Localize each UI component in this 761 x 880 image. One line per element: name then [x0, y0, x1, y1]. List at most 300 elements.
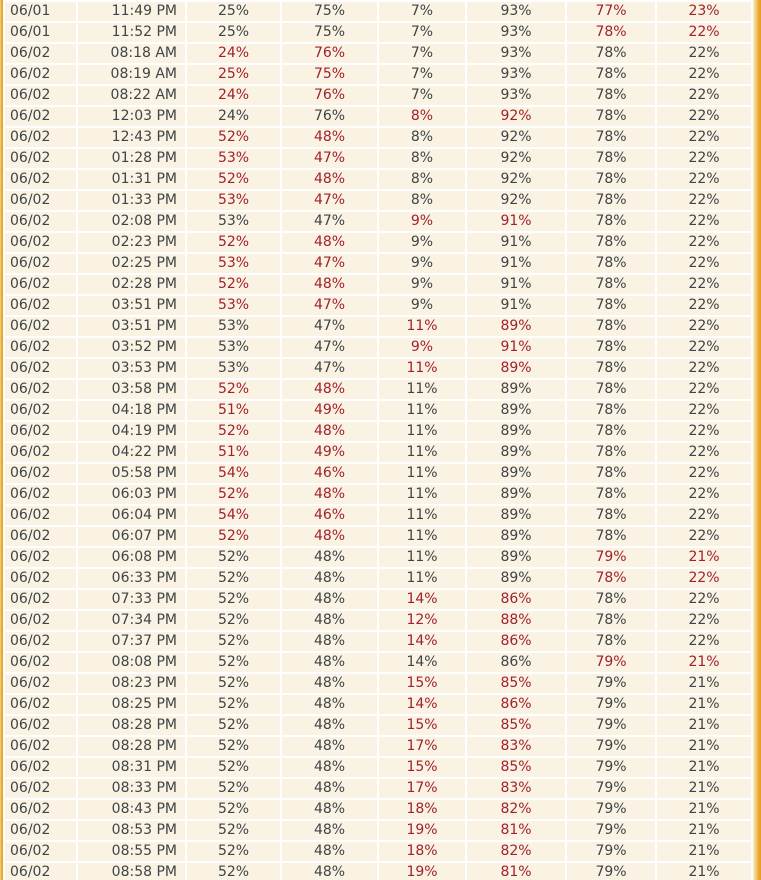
- log-cell-value-3: 8%: [379, 128, 465, 147]
- log-row[interactable]: [5, 716, 751, 735]
- log-cell-value-4: 91%: [467, 338, 565, 357]
- log-cell-value-3: 9%: [379, 254, 465, 273]
- log-cell-date: 06/02: [5, 170, 76, 189]
- log-cell-value-2: 76%: [282, 86, 377, 105]
- log-cell-value-4: 89%: [467, 401, 565, 420]
- log-cell-value-2: 47%: [282, 317, 377, 336]
- log-row[interactable]: [5, 653, 751, 672]
- log-cell-time: 08:22 AM: [78, 86, 185, 105]
- log-cell-value-3: 8%: [379, 191, 465, 210]
- log-row[interactable]: [5, 695, 751, 714]
- log-cell-value-3: 14%: [379, 695, 465, 714]
- log-cell-value-3: 7%: [379, 23, 465, 42]
- log-cell-value-3: 11%: [379, 464, 465, 483]
- log-cell-value-6: 22%: [657, 443, 751, 462]
- log-row[interactable]: [5, 422, 751, 441]
- log-row[interactable]: [5, 338, 751, 357]
- log-cell-value-4: 85%: [467, 758, 565, 777]
- log-cell-value-5: 79%: [567, 737, 655, 756]
- log-cell-value-1: 52%: [187, 800, 280, 819]
- log-cell-value-2: 47%: [282, 149, 377, 168]
- log-cell-date: 06/02: [5, 653, 76, 672]
- log-cell-value-3: 14%: [379, 653, 465, 672]
- log-cell-value-4: 86%: [467, 632, 565, 651]
- log-row[interactable]: [5, 569, 751, 588]
- log-table-viewport: [3, 0, 753, 880]
- log-cell-value-1: 52%: [187, 548, 280, 567]
- log-cell-value-3: 15%: [379, 716, 465, 735]
- log-cell-value-3: 17%: [379, 779, 465, 798]
- log-cell-value-5: 79%: [567, 674, 655, 693]
- log-cell-date: 06/02: [5, 422, 76, 441]
- log-cell-time: 11:52 PM: [78, 23, 185, 42]
- log-cell-value-6: 21%: [657, 842, 751, 861]
- log-cell-date: 06/02: [5, 779, 76, 798]
- log-cell-value-1: 52%: [187, 569, 280, 588]
- log-cell-time: 02:25 PM: [78, 254, 185, 273]
- log-cell-value-6: 22%: [657, 170, 751, 189]
- log-cell-value-3: 11%: [379, 527, 465, 546]
- log-cell-value-4: 89%: [467, 422, 565, 441]
- log-cell-value-3: 12%: [379, 611, 465, 630]
- log-cell-value-4: 89%: [467, 464, 565, 483]
- log-cell-value-3: 9%: [379, 296, 465, 315]
- log-row[interactable]: [5, 65, 751, 84]
- log-row[interactable]: [5, 506, 751, 525]
- log-cell-time: 05:58 PM: [78, 464, 185, 483]
- log-cell-value-1: 24%: [187, 86, 280, 105]
- log-cell-value-4: 93%: [467, 2, 565, 21]
- log-cell-value-3: 19%: [379, 821, 465, 840]
- log-cell-value-5: 78%: [567, 23, 655, 42]
- log-row[interactable]: [5, 443, 751, 462]
- log-cell-value-4: 81%: [467, 863, 565, 880]
- log-cell-time: 03:52 PM: [78, 338, 185, 357]
- log-cell-value-1: 54%: [187, 506, 280, 525]
- log-cell-date: 06/02: [5, 506, 76, 525]
- log-cell-time: 11:49 PM: [78, 2, 185, 21]
- log-cell-value-4: 86%: [467, 695, 565, 714]
- log-cell-value-1: 53%: [187, 212, 280, 231]
- log-row[interactable]: [5, 800, 751, 819]
- log-row[interactable]: [5, 401, 751, 420]
- log-cell-value-3: 7%: [379, 2, 465, 21]
- log-cell-date: 06/02: [5, 380, 76, 399]
- log-cell-value-1: 52%: [187, 422, 280, 441]
- log-cell-value-3: 14%: [379, 632, 465, 651]
- log-cell-time: 02:08 PM: [78, 212, 185, 231]
- log-cell-value-6: 21%: [657, 716, 751, 735]
- log-cell-value-2: 46%: [282, 464, 377, 483]
- log-cell-value-6: 21%: [657, 653, 751, 672]
- log-row[interactable]: [5, 191, 751, 210]
- log-cell-time: 03:51 PM: [78, 317, 185, 336]
- log-cell-value-2: 48%: [282, 821, 377, 840]
- log-cell-value-4: 92%: [467, 170, 565, 189]
- log-cell-value-6: 22%: [657, 65, 751, 84]
- log-cell-value-3: 19%: [379, 863, 465, 880]
- log-cell-value-4: 85%: [467, 674, 565, 693]
- log-cell-value-3: 7%: [379, 86, 465, 105]
- log-row[interactable]: [5, 485, 751, 504]
- log-cell-date: 06/02: [5, 296, 76, 315]
- log-cell-date: 06/02: [5, 842, 76, 861]
- log-cell-time: 08:31 PM: [78, 758, 185, 777]
- log-cell-value-5: 79%: [567, 779, 655, 798]
- log-cell-value-4: 89%: [467, 569, 565, 588]
- log-cell-value-4: 93%: [467, 65, 565, 84]
- log-cell-value-6: 21%: [657, 674, 751, 693]
- log-cell-value-2: 48%: [282, 863, 377, 880]
- log-cell-value-5: 78%: [567, 170, 655, 189]
- log-cell-value-5: 78%: [567, 107, 655, 126]
- log-cell-value-1: 52%: [187, 128, 280, 147]
- log-cell-date: 06/02: [5, 737, 76, 756]
- log-cell-value-6: 21%: [657, 737, 751, 756]
- log-cell-value-6: 22%: [657, 569, 751, 588]
- log-cell-value-2: 48%: [282, 695, 377, 714]
- log-cell-value-1: 53%: [187, 317, 280, 336]
- log-cell-date: 06/02: [5, 632, 76, 651]
- log-cell-date: 06/02: [5, 821, 76, 840]
- log-cell-value-5: 79%: [567, 695, 655, 714]
- log-cell-value-5: 78%: [567, 401, 655, 420]
- log-cell-value-4: 91%: [467, 233, 565, 252]
- log-cell-time: 07:33 PM: [78, 590, 185, 609]
- log-cell-value-6: 22%: [657, 380, 751, 399]
- log-cell-value-1: 52%: [187, 737, 280, 756]
- log-row[interactable]: [5, 611, 751, 630]
- log-cell-value-1: 53%: [187, 254, 280, 273]
- log-cell-value-3: 15%: [379, 674, 465, 693]
- log-cell-value-2: 48%: [282, 842, 377, 861]
- log-cell-date: 06/01: [5, 2, 76, 21]
- battery-log-table: [3, 0, 753, 880]
- log-cell-value-1: 52%: [187, 842, 280, 861]
- log-cell-value-4: 91%: [467, 275, 565, 294]
- log-cell-value-1: 52%: [187, 674, 280, 693]
- log-cell-value-5: 79%: [567, 821, 655, 840]
- log-cell-value-5: 79%: [567, 800, 655, 819]
- log-cell-value-1: 52%: [187, 653, 280, 672]
- log-cell-value-2: 48%: [282, 632, 377, 651]
- log-cell-value-1: 52%: [187, 485, 280, 504]
- log-cell-value-2: 48%: [282, 716, 377, 735]
- log-cell-date: 06/02: [5, 128, 76, 147]
- log-cell-date: 06/02: [5, 443, 76, 462]
- log-cell-value-4: 89%: [467, 317, 565, 336]
- log-cell-value-6: 22%: [657, 212, 751, 231]
- log-cell-value-5: 78%: [567, 212, 655, 231]
- log-cell-value-1: 24%: [187, 107, 280, 126]
- log-cell-value-3: 11%: [379, 485, 465, 504]
- log-cell-value-1: 25%: [187, 23, 280, 42]
- log-cell-value-2: 76%: [282, 44, 377, 63]
- log-cell-value-5: 78%: [567, 443, 655, 462]
- log-row[interactable]: [5, 779, 751, 798]
- log-cell-value-5: 78%: [567, 422, 655, 441]
- log-row[interactable]: [5, 464, 751, 483]
- log-cell-value-6: 22%: [657, 44, 751, 63]
- log-cell-value-2: 48%: [282, 590, 377, 609]
- log-cell-value-4: 83%: [467, 779, 565, 798]
- log-cell-value-2: 48%: [282, 611, 377, 630]
- log-cell-value-4: 82%: [467, 800, 565, 819]
- log-cell-value-5: 78%: [567, 149, 655, 168]
- log-cell-time: 06:08 PM: [78, 548, 185, 567]
- log-row[interactable]: [5, 44, 751, 63]
- log-row[interactable]: [5, 275, 751, 294]
- log-cell-time: 03:58 PM: [78, 380, 185, 399]
- log-cell-value-6: 21%: [657, 863, 751, 880]
- log-cell-value-3: 11%: [379, 569, 465, 588]
- log-cell-value-3: 18%: [379, 842, 465, 861]
- log-cell-date: 06/02: [5, 464, 76, 483]
- log-cell-time: 04:22 PM: [78, 443, 185, 462]
- log-cell-value-6: 21%: [657, 800, 751, 819]
- log-cell-value-5: 78%: [567, 611, 655, 630]
- log-row[interactable]: [5, 2, 751, 21]
- log-cell-time: 07:37 PM: [78, 632, 185, 651]
- log-row[interactable]: [5, 737, 751, 756]
- log-cell-value-5: 78%: [567, 65, 655, 84]
- log-cell-value-5: 78%: [567, 338, 655, 357]
- log-cell-date: 06/02: [5, 674, 76, 693]
- log-row[interactable]: [5, 170, 751, 189]
- log-cell-time: 08:58 PM: [78, 863, 185, 880]
- log-cell-value-5: 79%: [567, 758, 655, 777]
- log-cell-value-3: 7%: [379, 65, 465, 84]
- log-cell-value-6: 22%: [657, 86, 751, 105]
- log-cell-time: 06:07 PM: [78, 527, 185, 546]
- log-cell-value-6: 22%: [657, 23, 751, 42]
- log-row[interactable]: [5, 380, 751, 399]
- log-row[interactable]: [5, 758, 751, 777]
- log-cell-date: 06/02: [5, 107, 76, 126]
- log-cell-time: 06:03 PM: [78, 485, 185, 504]
- log-row[interactable]: [5, 863, 751, 880]
- log-cell-value-4: 81%: [467, 821, 565, 840]
- log-row[interactable]: [5, 233, 751, 252]
- log-cell-value-5: 78%: [567, 275, 655, 294]
- log-cell-date: 06/02: [5, 695, 76, 714]
- log-row[interactable]: [5, 23, 751, 42]
- log-cell-value-2: 48%: [282, 527, 377, 546]
- log-cell-value-4: 92%: [467, 128, 565, 147]
- panel-right-gold-border: [753, 0, 761, 880]
- log-cell-value-3: 9%: [379, 275, 465, 294]
- log-cell-value-6: 22%: [657, 590, 751, 609]
- log-cell-value-2: 48%: [282, 653, 377, 672]
- log-cell-value-1: 25%: [187, 65, 280, 84]
- log-cell-date: 06/02: [5, 548, 76, 567]
- log-cell-value-2: 48%: [282, 548, 377, 567]
- log-cell-value-1: 52%: [187, 170, 280, 189]
- log-cell-value-6: 22%: [657, 527, 751, 546]
- log-cell-value-4: 89%: [467, 380, 565, 399]
- log-cell-value-2: 47%: [282, 296, 377, 315]
- log-cell-date: 06/02: [5, 527, 76, 546]
- log-cell-time: 04:19 PM: [78, 422, 185, 441]
- log-cell-value-6: 21%: [657, 695, 751, 714]
- log-cell-time: 03:51 PM: [78, 296, 185, 315]
- log-cell-time: 06:04 PM: [78, 506, 185, 525]
- log-cell-value-3: 11%: [379, 443, 465, 462]
- log-cell-value-3: 8%: [379, 170, 465, 189]
- log-cell-value-3: 9%: [379, 233, 465, 252]
- log-row[interactable]: [5, 317, 751, 336]
- log-cell-value-4: 92%: [467, 107, 565, 126]
- log-cell-value-3: 9%: [379, 338, 465, 357]
- log-cell-time: 07:34 PM: [78, 611, 185, 630]
- log-cell-value-2: 48%: [282, 779, 377, 798]
- log-cell-value-2: 46%: [282, 506, 377, 525]
- log-cell-value-6: 22%: [657, 275, 751, 294]
- log-cell-value-3: 18%: [379, 800, 465, 819]
- log-cell-value-4: 89%: [467, 485, 565, 504]
- log-row[interactable]: [5, 842, 751, 861]
- log-cell-date: 06/02: [5, 863, 76, 880]
- log-cell-value-1: 53%: [187, 191, 280, 210]
- log-cell-value-6: 22%: [657, 149, 751, 168]
- log-cell-value-2: 47%: [282, 359, 377, 378]
- log-cell-value-2: 48%: [282, 485, 377, 504]
- log-cell-value-2: 48%: [282, 380, 377, 399]
- log-cell-value-6: 21%: [657, 821, 751, 840]
- log-cell-value-2: 47%: [282, 212, 377, 231]
- log-row[interactable]: [5, 674, 751, 693]
- log-cell-time: 12:03 PM: [78, 107, 185, 126]
- log-cell-value-4: 91%: [467, 254, 565, 273]
- log-cell-time: 08:28 PM: [78, 737, 185, 756]
- log-cell-value-4: 83%: [467, 737, 565, 756]
- log-cell-time: 01:31 PM: [78, 170, 185, 189]
- log-cell-value-2: 48%: [282, 758, 377, 777]
- log-cell-value-2: 75%: [282, 65, 377, 84]
- log-row[interactable]: [5, 527, 751, 546]
- log-cell-value-2: 48%: [282, 674, 377, 693]
- log-cell-date: 06/02: [5, 317, 76, 336]
- log-cell-value-6: 22%: [657, 128, 751, 147]
- log-cell-value-4: 89%: [467, 527, 565, 546]
- log-cell-value-2: 48%: [282, 800, 377, 819]
- log-cell-value-5: 79%: [567, 842, 655, 861]
- log-row[interactable]: [5, 86, 751, 105]
- log-cell-value-4: 86%: [467, 653, 565, 672]
- log-cell-value-4: 88%: [467, 611, 565, 630]
- log-cell-value-1: 53%: [187, 338, 280, 357]
- log-cell-value-2: 49%: [282, 401, 377, 420]
- log-cell-value-1: 53%: [187, 149, 280, 168]
- log-cell-value-1: 54%: [187, 464, 280, 483]
- log-cell-value-3: 11%: [379, 380, 465, 399]
- log-cell-value-1: 52%: [187, 821, 280, 840]
- log-cell-value-6: 22%: [657, 233, 751, 252]
- log-cell-value-4: 93%: [467, 23, 565, 42]
- log-cell-value-3: 14%: [379, 590, 465, 609]
- log-cell-value-2: 48%: [282, 569, 377, 588]
- log-cell-date: 06/02: [5, 359, 76, 378]
- log-cell-value-5: 78%: [567, 632, 655, 651]
- log-cell-value-6: 22%: [657, 338, 751, 357]
- log-cell-value-3: 11%: [379, 422, 465, 441]
- log-cell-value-2: 75%: [282, 2, 377, 21]
- log-row[interactable]: [5, 254, 751, 273]
- log-cell-value-1: 52%: [187, 611, 280, 630]
- log-cell-value-6: 22%: [657, 464, 751, 483]
- log-cell-time: 08:55 PM: [78, 842, 185, 861]
- log-cell-time: 08:28 PM: [78, 716, 185, 735]
- log-cell-value-6: 22%: [657, 317, 751, 336]
- log-cell-value-4: 89%: [467, 506, 565, 525]
- log-cell-value-5: 78%: [567, 485, 655, 504]
- log-cell-value-2: 48%: [282, 422, 377, 441]
- log-cell-date: 06/02: [5, 401, 76, 420]
- log-cell-date: 06/02: [5, 569, 76, 588]
- log-row[interactable]: [5, 107, 751, 126]
- log-cell-time: 08:08 PM: [78, 653, 185, 672]
- log-row[interactable]: [5, 359, 751, 378]
- log-cell-value-4: 86%: [467, 590, 565, 609]
- log-cell-value-4: 91%: [467, 296, 565, 315]
- log-cell-value-2: 49%: [282, 443, 377, 462]
- log-cell-value-1: 52%: [187, 275, 280, 294]
- log-cell-value-6: 22%: [657, 296, 751, 315]
- log-cell-value-1: 52%: [187, 779, 280, 798]
- log-cell-value-4: 89%: [467, 548, 565, 567]
- log-cell-date: 06/02: [5, 254, 76, 273]
- log-row[interactable]: [5, 296, 751, 315]
- log-cell-value-5: 78%: [567, 296, 655, 315]
- log-cell-value-5: 78%: [567, 86, 655, 105]
- log-cell-value-1: 52%: [187, 527, 280, 546]
- log-cell-value-4: 93%: [467, 44, 565, 63]
- log-cell-value-4: 82%: [467, 842, 565, 861]
- log-cell-value-5: 78%: [567, 380, 655, 399]
- log-cell-value-4: 92%: [467, 191, 565, 210]
- log-cell-date: 06/02: [5, 611, 76, 630]
- log-cell-time: 02:23 PM: [78, 233, 185, 252]
- log-cell-date: 06/02: [5, 44, 76, 63]
- log-row[interactable]: [5, 128, 751, 147]
- log-cell-value-5: 78%: [567, 128, 655, 147]
- log-cell-date: 06/02: [5, 65, 76, 84]
- log-cell-value-6: 21%: [657, 779, 751, 798]
- log-cell-value-1: 51%: [187, 443, 280, 462]
- log-cell-value-5: 79%: [567, 716, 655, 735]
- log-cell-value-1: 52%: [187, 695, 280, 714]
- log-cell-value-4: 92%: [467, 149, 565, 168]
- log-cell-time: 03:53 PM: [78, 359, 185, 378]
- log-cell-value-3: 11%: [379, 317, 465, 336]
- log-row[interactable]: [5, 590, 751, 609]
- log-cell-value-5: 78%: [567, 506, 655, 525]
- log-row[interactable]: [5, 212, 751, 231]
- log-row[interactable]: [5, 821, 751, 840]
- log-cell-time: 08:53 PM: [78, 821, 185, 840]
- log-row[interactable]: [5, 632, 751, 651]
- log-cell-value-5: 78%: [567, 359, 655, 378]
- log-cell-value-5: 78%: [567, 254, 655, 273]
- log-cell-value-5: 78%: [567, 464, 655, 483]
- log-cell-value-2: 48%: [282, 128, 377, 147]
- log-cell-value-1: 53%: [187, 296, 280, 315]
- log-row[interactable]: [5, 548, 751, 567]
- log-cell-value-6: 22%: [657, 107, 751, 126]
- log-cell-value-5: 78%: [567, 590, 655, 609]
- log-cell-date: 06/02: [5, 212, 76, 231]
- log-row[interactable]: [5, 149, 751, 168]
